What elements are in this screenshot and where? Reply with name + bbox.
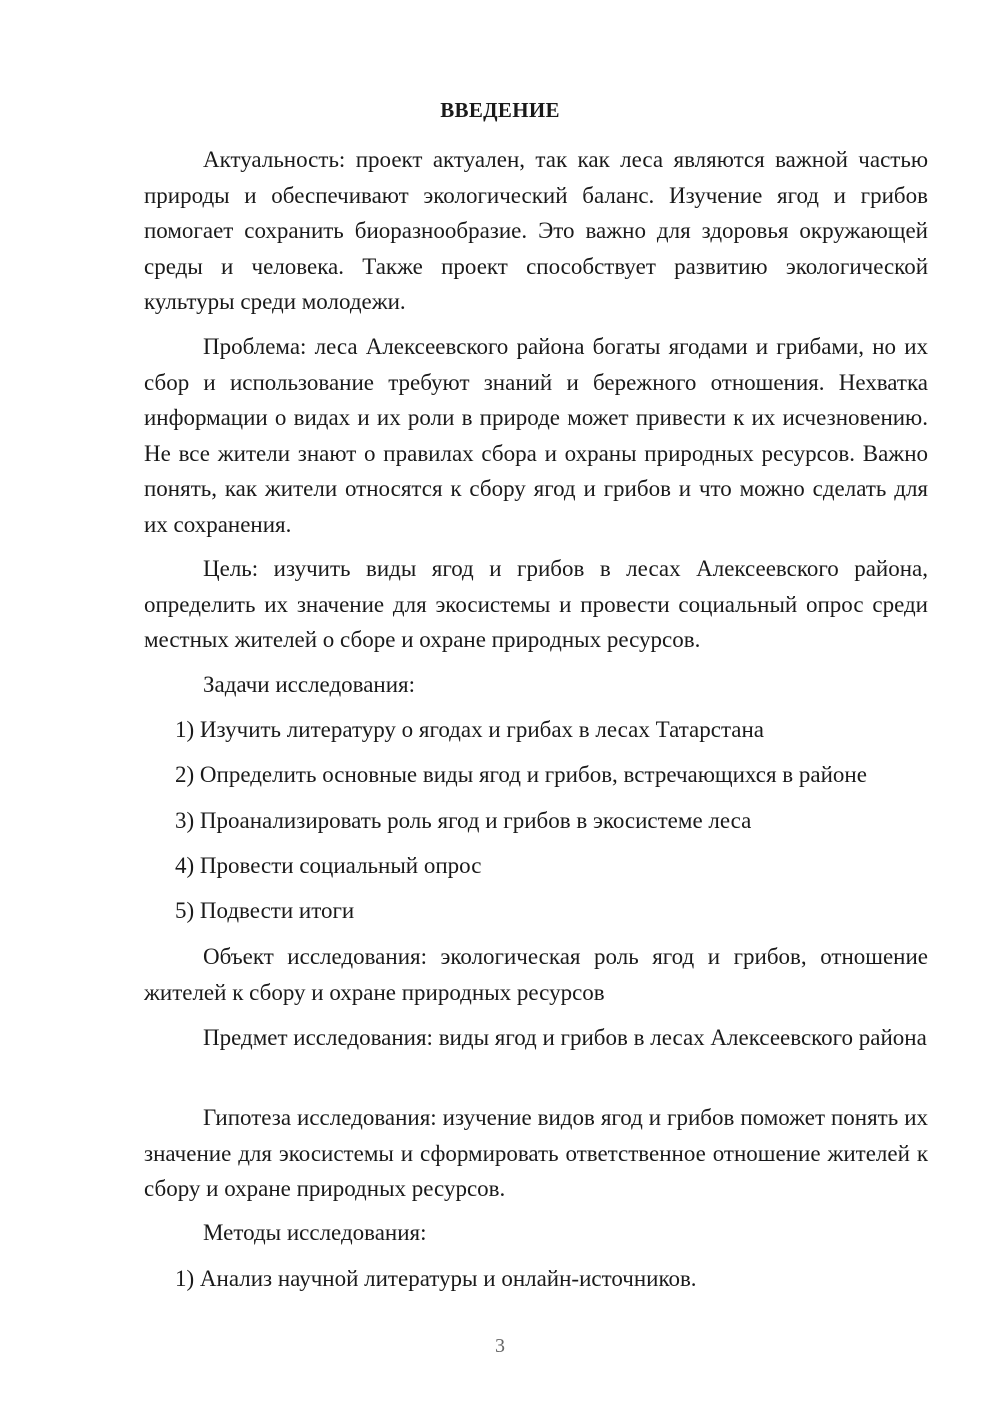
hypothesis-paragraph: Гипотеза исследования: изучение видов ягод и грибов поможет понять их значение для экосистемы и сформировать ответственное отношение жителей к сбору и охране природных ресурсов. — [144, 1105, 928, 1201]
page-number: 3 — [495, 1335, 505, 1357]
method-item-1: 1) Анализ научной литературы и онлайн-источников. — [175, 1266, 697, 1291]
section-title: ВВЕДЕНИЕ — [440, 98, 560, 122]
task-item-3: 3) Проанализировать роль ягод и грибов в экосистеме леса — [175, 808, 752, 833]
subject-paragraph: Предмет исследования: виды ягод и грибов в лесах Алексеевского района — [203, 1025, 927, 1050]
task-item-1: 1) Изучить литературу о ягодах и грибах в лесах Татарстана — [175, 717, 765, 742]
tasks-heading: Задачи исследования: — [203, 672, 416, 697]
methods-heading: Методы исследования: — [203, 1220, 427, 1245]
task-item-4: 4) Провести социальный опрос — [175, 853, 482, 878]
relevance-paragraph: Актуальность: проект актуален, так как леса являются важной частью природы и обеспечивают экологический баланс. Изучение ягод и грибов помогает сохранить биоразнообразие. Это важно для здоровья окружающей среды и человека. Также проект способствует развитию экологической культуры среди молодежи. — [144, 147, 928, 314]
problem-paragraph: Проблема: леса Алексеевского района богаты ягодами и грибами, но их сбор и использование требуют знаний и бережного отношения. Нехватка информации о видах и их роли в природе может привести к их исчезновению. Не все жители знают о правилах сбора и охраны природных ресурсов. Важно понять, как жители относятся к сбору ягод и грибов и что можно сделать для их сохранения. — [144, 334, 928, 537]
goal-paragraph: Цель: изучить виды ягод и грибов в лесах Алексеевского района, определить их значение для экосистемы и провести социальный опрос среди местных жителей о сборе и охране природных ресурсов. — [144, 556, 928, 652]
object-paragraph: Объект исследования: экологическая роль ягод и грибов, отношение жителей к сбору и охране природных ресурсов — [144, 944, 928, 1005]
task-item-2: 2) Определить основные виды ягод и грибов, встречающихся в районе — [175, 762, 867, 787]
task-item-5: 5) Подвести итоги — [175, 898, 355, 923]
